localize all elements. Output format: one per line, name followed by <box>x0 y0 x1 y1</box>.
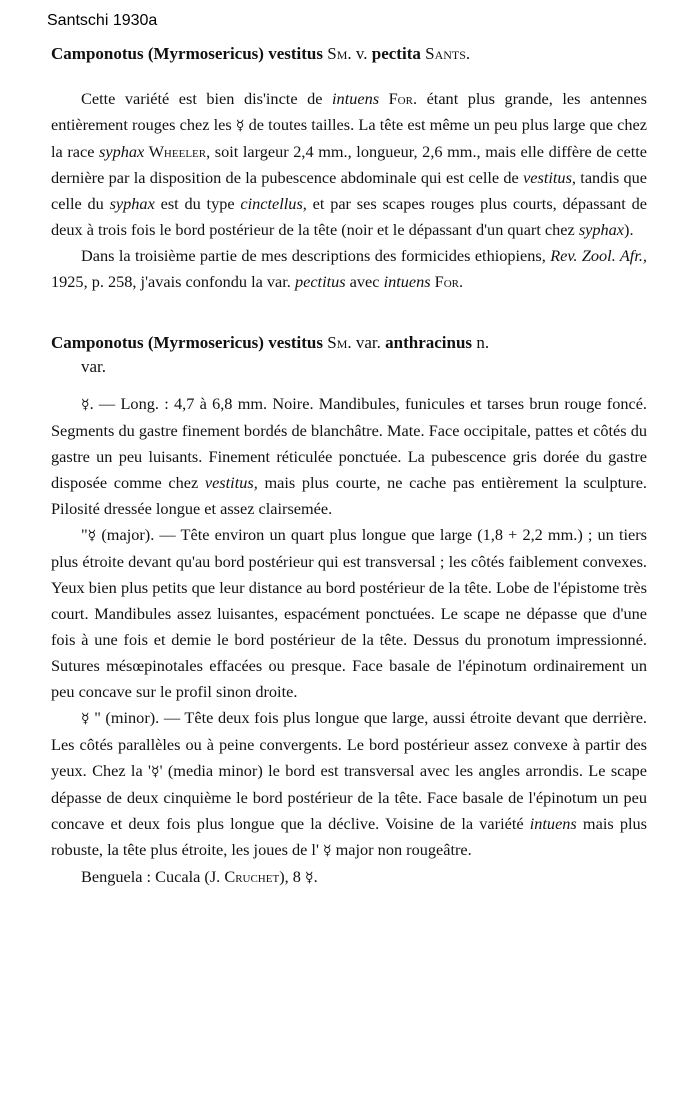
worker-symbol-icon: ☿ <box>235 118 245 134</box>
taxon-heading-pectita <box>51 42 647 66</box>
taxon-heading-anthracinus <box>51 331 647 379</box>
text-run: (major). — Tête environ un quart plus longue que large (1,8 + 2,2 mm.) ; un tiers plus étroite devant qu'au bord postérieur qui est transversal ; les côtés faiblement convexes. Yeux bien plus petits que leur distance au bord postérieur de la tête. Lobe de l'épistome très court. Mandibules assez luisantes, espacément ponctuées. Le scape ne dépasse que d'une fois à une fois et demie le bord postérieur de la tête. Dessus du pronotum impressionné. Sutures mésœpinotales effacées ou presque. Face basale de l'épinotum ordinairement un peu concave sur le profil sinon droite. <box>51 525 647 701</box>
paragraph-anthracinus-minor <box>51 705 647 864</box>
text-run: . — Long. : 4,7 à 6,8 mm. Noire. Mandibules, funicules et tarses brun rouge foncé. Segments du gastre finement bordés de blanchâtre. Mate. Face occipitale, pattes et côtés du gastre un peu luisants. Finement réticulée ponctuée. La pubescence gris dorée du gastre disposée comme chez <box>51 394 647 492</box>
author-smallcaps: For. <box>379 89 418 108</box>
worker-symbol-icon: ☿ <box>304 870 314 886</box>
text-run: étant plus grande, les antennes entièrement rouges chez les <box>51 89 647 134</box>
text-italic: pectitus <box>294 272 346 291</box>
text-run: mais plus robuste, la tête plus étroite, les joues de l' <box>51 814 647 859</box>
text-run: Benguela : Cucala (J. <box>81 867 225 886</box>
taxon-genus: Camponotus (Myrmosericus) vestitus <box>51 333 323 352</box>
paragraph-pectita-description <box>51 86 647 243</box>
paragraph-pectita-note <box>51 243 647 295</box>
taxon-genus: Camponotus (Myrmosericus) vestitus <box>51 44 323 63</box>
text-run: ' (media minor) le bord est transversal avec les angles arrondis. Le scape dépasse de deux cinquième le bord postérieur de la tête. Face basale de l'épinotum un peu concave et deux fois plus longue que la déclive. Voisine de la variété <box>51 761 647 833</box>
text-run: ), 8 <box>279 867 305 886</box>
text-italic: intuens <box>383 272 431 291</box>
text-run: avec <box>345 272 384 291</box>
worker-symbol-icon: ☿ <box>81 711 90 727</box>
text-italic: syphax <box>99 142 145 161</box>
taxon-author: Sm. <box>327 333 352 352</box>
text-italic: vestitus, <box>204 473 258 492</box>
text-run: major non rougeâtre. <box>331 840 472 859</box>
taxon-rank: var. <box>355 333 381 352</box>
text-italic: syphax <box>578 220 625 239</box>
text-italic: intuens <box>529 814 577 833</box>
text-run: mais plus courte, ne cache pas entièrement la sculpture. Pilosité dressée longue et assez clairsemée. <box>51 473 647 518</box>
text-run: " (minor). — Tête deux fois plus longue que large, aussi étroite devant que derrière. Les côtés parallèles ou à peine convergents. Le bord postérieur assez convexe à partir des yeux. Chez la ' <box>51 708 647 780</box>
taxon-nov: n. <box>476 333 490 352</box>
text-run: " <box>81 525 88 544</box>
collector-smallcaps: Cruchet <box>224 867 280 886</box>
worker-symbol-icon: ☿ <box>87 528 97 544</box>
taxon-name-author: Sants. <box>425 44 471 63</box>
taxon-name: anthracinus <box>385 333 473 352</box>
citation-label: Santschi 1930a <box>47 12 158 29</box>
text-italic: syphax <box>109 194 155 213</box>
text-italic: vestitus, <box>523 168 576 187</box>
taxon-name: pectita <box>371 44 421 63</box>
text-run: et par ses scapes rouges plus courts, dépassant de deux à trois fois le bord postérieur de la tête (noir et le dépassant d'un quart chez <box>51 194 647 239</box>
paragraph-anthracinus-major <box>51 522 647 705</box>
text-italic: cinctellus, <box>240 194 307 213</box>
journal-citation: Rev. Zool. Afr., <box>550 246 647 265</box>
taxon-rank: v. <box>355 44 368 63</box>
text-run: ). <box>624 220 634 239</box>
text-run: Cette variété est bien dis'incte de <box>81 89 333 108</box>
worker-symbol-icon: ☿ <box>81 397 90 413</box>
text-run: 1925, p. 258, j'avais confondu la var. <box>51 272 295 291</box>
paragraph-locality <box>51 864 647 891</box>
author-smallcaps: For. <box>430 272 464 291</box>
page-body <box>51 40 647 891</box>
taxon-author: Sm. <box>327 44 352 63</box>
worker-symbol-icon: ☿ <box>322 843 332 859</box>
text-run: est du type <box>154 194 241 213</box>
paragraph-anthracinus-worker <box>51 391 647 522</box>
text-run: . <box>313 867 318 886</box>
text-run: de toutes tailles. La tête est même un peu plus large que chez la race <box>51 115 647 161</box>
text-run: soit largeur 2,4 mm., longueur, 2,6 mm., mais elle diffère de cette dernière par la disposition de la pubescence abdominale qui est celle de <box>51 142 647 187</box>
text-run: tandis que celle du <box>51 168 647 213</box>
worker-symbol-icon: ☿ <box>150 764 160 780</box>
taxon-rank-continued: var. <box>81 357 107 376</box>
text-italic: intuens <box>332 89 380 108</box>
text-run: Dans la troisième partie de mes descriptions des formicides ethiopiens, <box>81 246 551 265</box>
author-smallcaps: Wheeler, <box>144 142 211 161</box>
